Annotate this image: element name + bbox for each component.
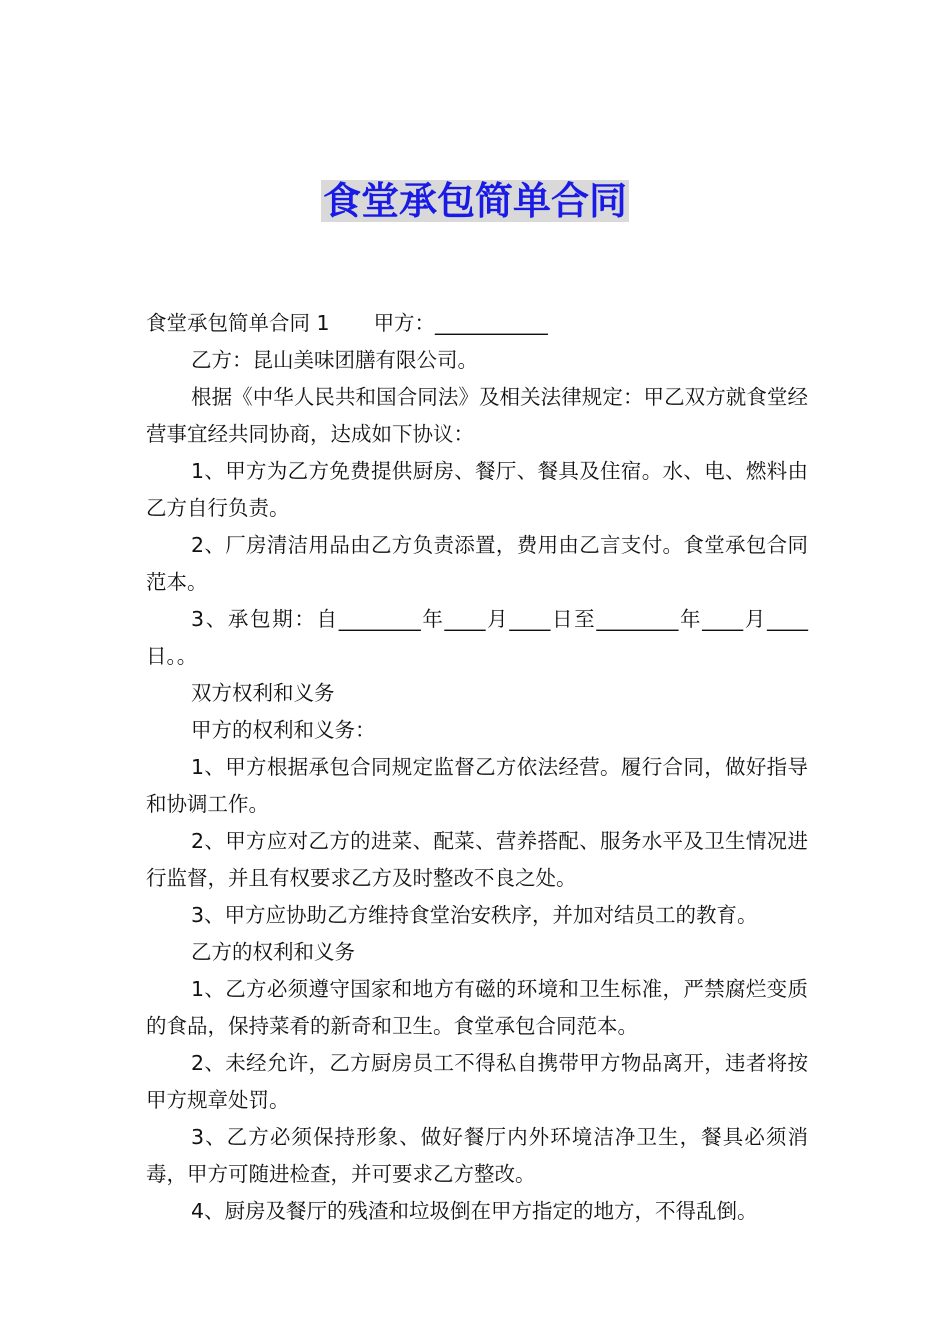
paragraph-clause-2: 2、厂房清洁用品由乙方负责添置，费用由乙言支付。食堂承包合同范本。 bbox=[146, 533, 808, 594]
contract-heading: 食堂承包简单合同 1 bbox=[146, 311, 330, 335]
paragraph-b-duty-1: 1、乙方必须遵守国家和地方有磁的环境和卫生标准，严禁腐烂变质的食品，保持菜肴的新奇和卫生。食堂承包合同范本。 bbox=[146, 977, 808, 1038]
paragraph-preamble: 根据《中华人民共和国合同法》及相关法律规定：甲乙双方就食堂经营事宜经共同协商，达成如下协议： bbox=[146, 385, 808, 446]
paragraph-clause-3: 3、承包期：自________年____月____日至________年____月____日。。 bbox=[146, 607, 808, 668]
title-container bbox=[0, 180, 950, 222]
section-heading-rights: 双方权利和义务 bbox=[191, 681, 335, 705]
document-title: 食堂承包简单合同 bbox=[322, 179, 627, 223]
paragraph-b-duty-4: 4、厨房及餐厅的残渣和垃圾倒在甲方指定的地方，不得乱倒。 bbox=[191, 1199, 758, 1223]
paragraph-b-duty-3: 3、乙方必须保持形象、做好餐厅内外环境洁净卫生，餐具必须消毒，甲方可随进检查，并可要求乙方整改。 bbox=[146, 1125, 808, 1186]
party-a-field: 甲方：___________ bbox=[373, 311, 548, 335]
document-body bbox=[146, 305, 808, 1230]
section-heading-party-a: 甲方的权利和义务： bbox=[191, 718, 376, 742]
paragraph-b-duty-2: 2、未经允许，乙方厨房员工不得私自携带甲方物品离开，违者将按甲方规章处罚。 bbox=[146, 1051, 808, 1112]
paragraph-clause-1: 1、甲方为乙方免费提供厨房、餐厅、餐具及住宿。水、电、燃料由乙方自行负责。 bbox=[146, 459, 808, 520]
paragraph-party-b: 乙方：昆山美味团膳有限公司。 bbox=[191, 348, 478, 372]
paragraph-a-duty-2: 2、甲方应对乙方的进菜、配菜、营养搭配、服务水平及卫生情况进行监督，并且有权要求乙方及时整改不良之处。 bbox=[146, 829, 808, 890]
first-line bbox=[146, 305, 808, 342]
section-heading-party-b: 乙方的权利和义务 bbox=[191, 940, 355, 964]
paragraph-a-duty-3: 3、甲方应协助乙方维持食堂治安秩序，并加对结员工的教育。 bbox=[191, 903, 758, 927]
paragraph-a-duty-1: 1、甲方根据承包合同规定监督乙方依法经营。履行合同，做好指导和协调工作。 bbox=[146, 755, 808, 816]
